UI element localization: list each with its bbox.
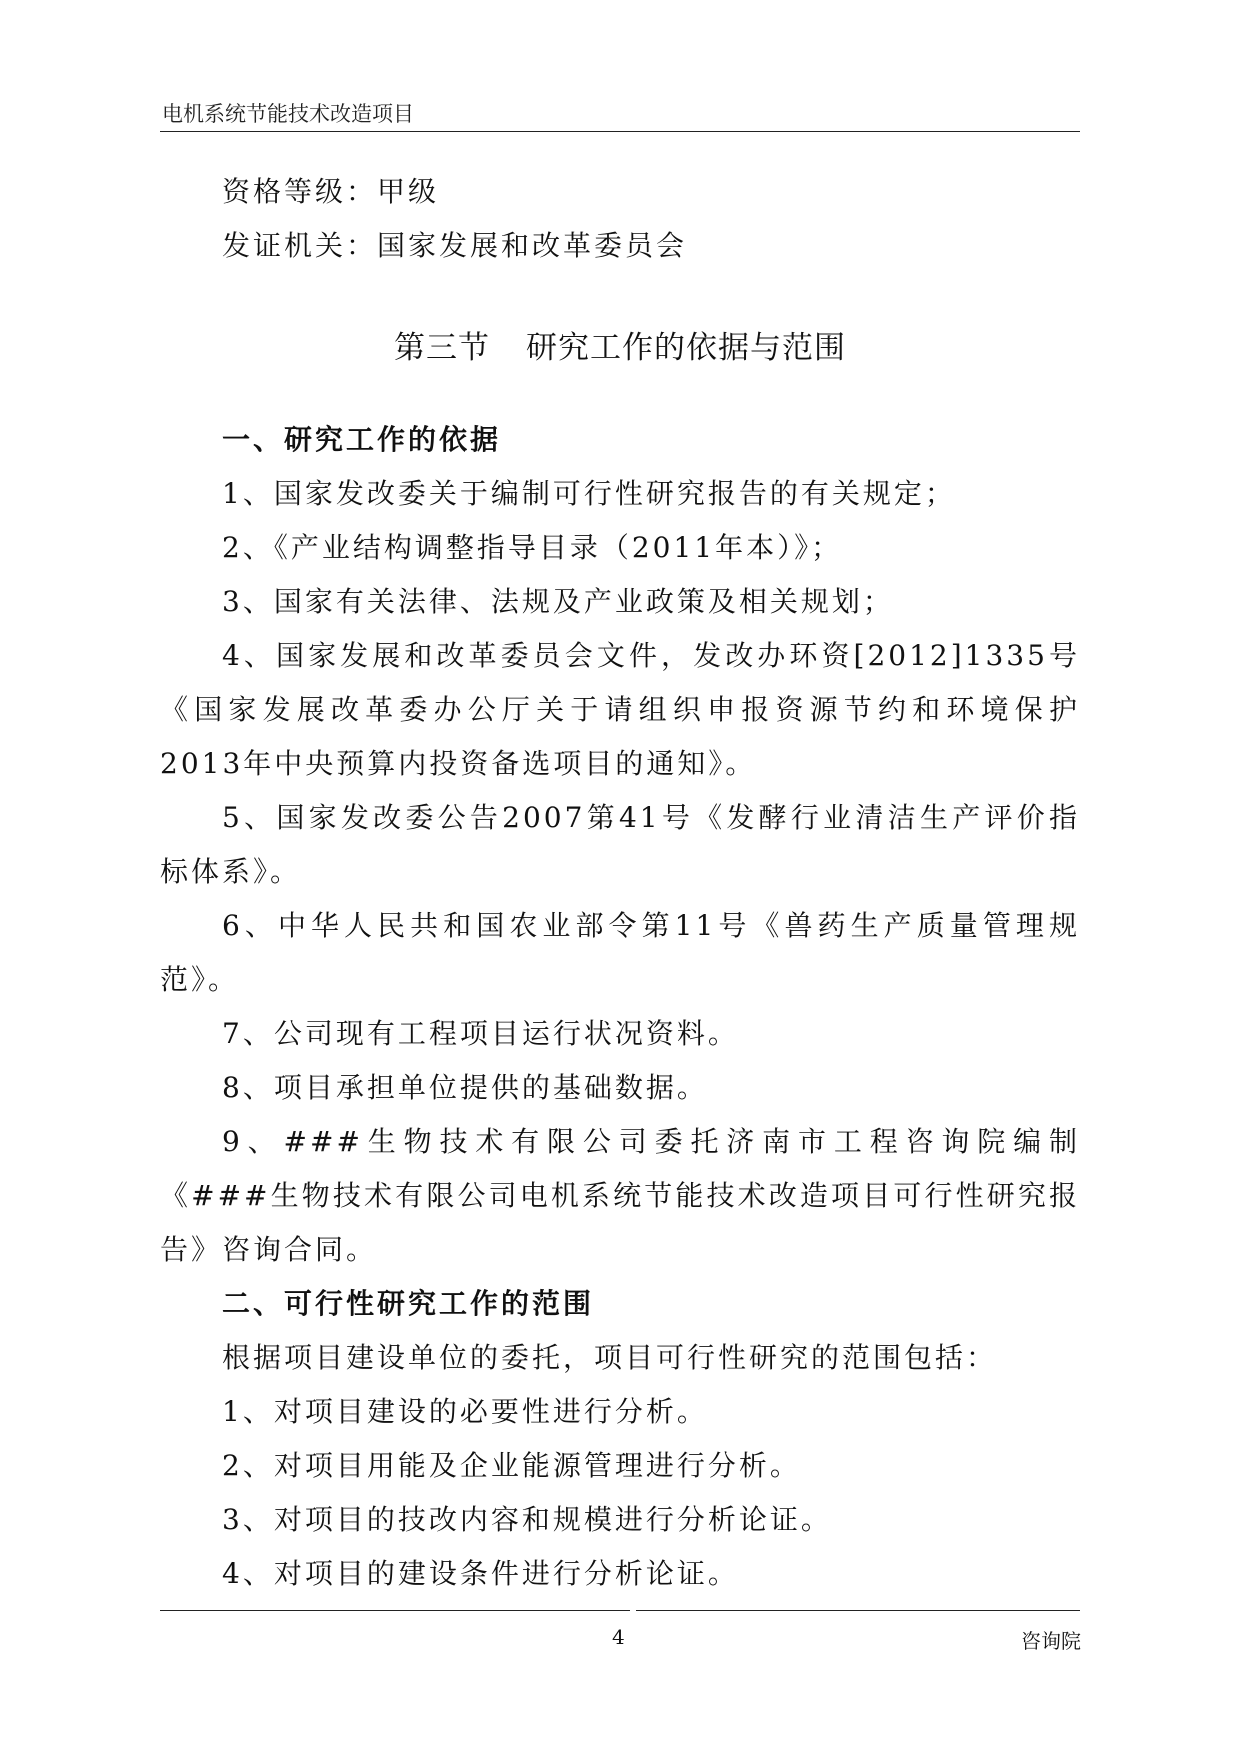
footer-divider-right [636,1610,1080,1611]
page-body [160,165,1080,1601]
footer-org: 咨询院 [1021,1629,1081,1653]
section-title [160,321,1080,375]
qualification-line: 资格等级：甲级 [222,175,440,208]
section-title-text: 研究工作的依据与范围 [526,330,846,366]
basis-item-7: 7、公司现有工程项目运行状况资料。 [222,1017,739,1050]
basis-item-2: 2、《产业结构调整指导目录（2011年本）》； [222,531,843,564]
scope-heading: 二、可行性研究工作的范围 [222,1287,595,1320]
section-number: 第三节 [394,330,490,366]
page-number: 4 [612,1625,625,1649]
scope-item-3: 3、对项目的技改内容和规模进行分析论证。 [222,1503,832,1536]
basis-item-1: 1、国家发改委关于编制可行性研究报告的有关规定； [222,477,956,510]
basis-item-3: 3、国家有关法律、法规及产业政策及相关规划； [222,585,894,618]
basis-item-5: 5、国家发改委公告2007第41号《发酵行业清洁生产评价指标体系》。 [160,801,1080,888]
header-divider [160,131,1080,132]
issuer-line: 发证机关：国家发展和改革委员会 [222,229,688,262]
basis-item-6: 6、中华人民共和国农业部令第11号《兽药生产质量管理规范》。 [160,909,1080,996]
scope-item-2: 2、对项目用能及企业能源管理进行分析。 [222,1449,801,1482]
basis-item-9: 9、###生物技术有限公司委托济南市工程咨询院编制《###生物技术有限公司电机系统节能技术改造项目可行性研究报告》咨询合同。 [160,1125,1080,1266]
scope-item-4: 4、对项目的建设条件进行分析论证。 [222,1557,739,1590]
scope-item-1: 1、对项目建设的必要性进行分析。 [222,1395,708,1428]
basis-heading: 一、研究工作的依据 [222,423,502,456]
basis-item-4: 4、国家发展和改革委员会文件，发改办环资[2012]1335号《国家发展改革委办公厅关于请组织申报资源节约和环境保护2013年中央预算内投资备选项目的通知》。 [160,639,1080,780]
footer-divider-left [160,1610,630,1611]
scope-intro: 根据项目建设单位的委托，项目可行性研究的范围包括： [222,1341,998,1374]
running-header: 电机系统节能技术改造项目 [162,102,414,126]
basis-item-8: 8、项目承担单位提供的基础数据。 [222,1071,708,1104]
